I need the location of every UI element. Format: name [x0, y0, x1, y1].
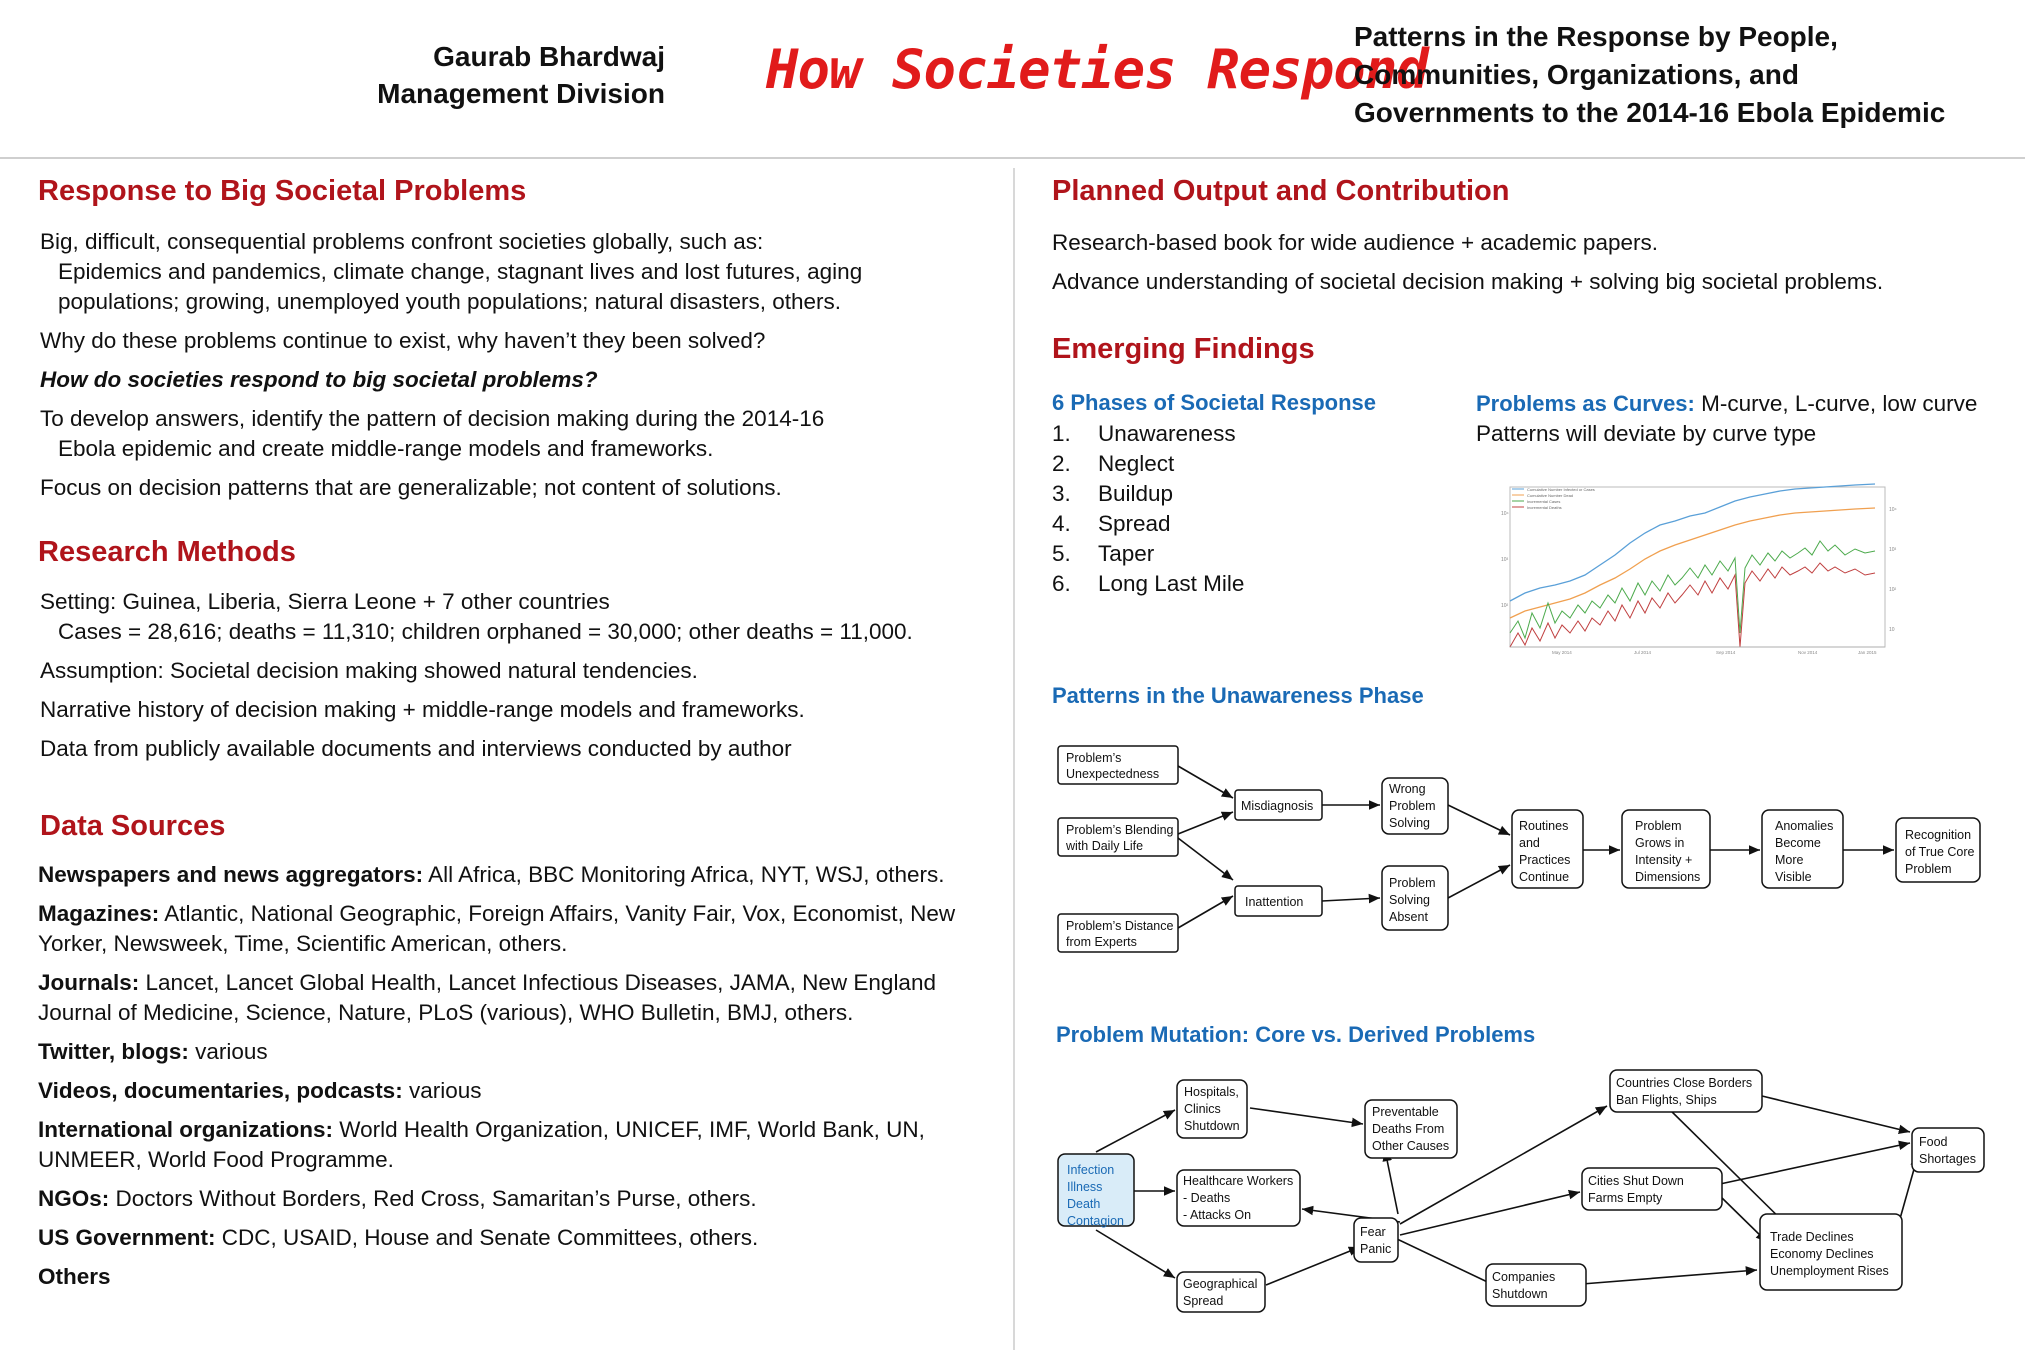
node-anomalies: More — [1775, 853, 1804, 867]
epidemic-curve-chart — [1500, 483, 1906, 655]
sources-list — [38, 860, 968, 1301]
node-food: Shortages — [1919, 1152, 1976, 1166]
source-item: Twitter, blogs: various — [38, 1039, 268, 1064]
node-preventable: Deaths From — [1372, 1122, 1445, 1136]
node-hospitals: Shutdown — [1184, 1119, 1240, 1133]
unawareness-diagram — [1040, 730, 2000, 970]
node-routines: Continue — [1519, 870, 1570, 884]
header-divider — [0, 157, 2025, 159]
node-grows: Grows in — [1635, 836, 1685, 850]
x-tick-label: Jan 2015 — [1858, 650, 1877, 655]
poster-subtitle — [1354, 18, 1994, 132]
x-tick-label: Nov 2014 — [1798, 650, 1818, 655]
node-fear: Panic — [1360, 1242, 1392, 1256]
node-routines: Practices — [1519, 853, 1571, 867]
node-food: Food — [1919, 1135, 1948, 1149]
methods-text: Assumption: Societal decision making showed natural tendencies. — [40, 658, 698, 683]
unawareness-title: Patterns in the Unawareness Phase — [1052, 683, 1424, 708]
source-item: Newspapers and news aggregators: All Africa, BBC Monitoring Africa, NYT, WSJ, others. — [38, 862, 945, 887]
subtitle-line: Communities, Organizations, and — [1354, 59, 1799, 90]
source-item: Others — [38, 1264, 111, 1289]
output-text: Research-based book for wide audience + academic papers. — [1052, 230, 1658, 255]
author-block — [377, 38, 665, 112]
node-companies: Shutdown — [1492, 1287, 1548, 1301]
node-wrong: Wrong — [1389, 782, 1426, 796]
node-misdiagnosis: Misdiagnosis — [1241, 799, 1314, 813]
phase-item: 5. Taper — [1052, 541, 1155, 566]
source-item: Magazines: Atlantic, National Geographic, Foreign Affairs, Vanity Fair, Vox, Economist, New Yorker, Newsweek, Time, Scientific American, others. — [38, 901, 956, 956]
node-cities: Cities Shut Down — [1588, 1174, 1684, 1188]
curves-text: Patterns will deviate by curve type — [1476, 421, 1817, 446]
node-hospitals: Hospitals, — [1184, 1085, 1239, 1099]
node-blending: with Daily Life — [1066, 839, 1144, 853]
node-anomalies: Visible — [1775, 870, 1812, 884]
response-question: How do societies respond to big societal problems? — [40, 367, 598, 392]
response-text: Epidemics and pandemics, climate change, stagnant lives and lost futures, aging — [58, 259, 863, 284]
methods-text: Cases = 28,616; deaths = 11,310; children orphaned = 30,000; other deaths = 11,000. — [58, 619, 913, 644]
node-grows: Problem — [1635, 819, 1682, 833]
phase-item: 4. Spread — [1052, 511, 1171, 536]
response-text: To develop answers, identify the pattern of decision making during the 2014-16 — [40, 406, 825, 431]
mutation-diagram — [1040, 1060, 2000, 1330]
phase-item: 6. Long Last Mile — [1052, 571, 1245, 596]
source-item: NGOs: Doctors Without Borders, Red Cross, Samaritan’s Purse, others. — [38, 1186, 757, 1211]
node-inattention: Inattention — [1245, 895, 1304, 909]
node-infection: Death — [1067, 1197, 1101, 1211]
node-infection: Contagion — [1067, 1214, 1124, 1228]
legend-label: Cumulative Number Infected or Cases — [1527, 487, 1595, 492]
subtitle-line: Patterns in the Response by People, — [1354, 21, 1838, 52]
source-item: Videos, documentaries, podcasts: various — [38, 1078, 482, 1103]
node-anomalies: Anomalies — [1775, 819, 1834, 833]
node-borders: Countries Close Borders — [1616, 1076, 1753, 1090]
response-text: Why do these problems continue to exist, why haven’t they been solved? — [40, 328, 766, 353]
y-tick-label-left: 10³ — [1501, 557, 1509, 563]
author-name: Gaurab Bhardwaj — [433, 41, 665, 72]
node-wrong: Problem — [1389, 799, 1436, 813]
node-grows: Intensity + — [1635, 853, 1693, 867]
author-division: Management Division — [377, 78, 665, 109]
curves-title: Problems as Curves: — [1476, 391, 1695, 416]
node-distance: Problem’s Distance — [1066, 919, 1174, 933]
node-workers: - Deaths — [1183, 1191, 1231, 1205]
node-routines: and — [1519, 836, 1540, 850]
node-recognition: Problem — [1905, 862, 1952, 876]
node-absent: Solving — [1389, 893, 1430, 907]
node-routines: Routines — [1519, 819, 1569, 833]
node-fear: Fear — [1360, 1225, 1386, 1239]
node-trade: Unemployment Rises — [1770, 1264, 1889, 1278]
node-geo: Spread — [1183, 1294, 1224, 1308]
phase-item: 3. Buildup — [1052, 481, 1174, 506]
node-blending: Problem’s Blending — [1066, 823, 1174, 837]
response-text: Ebola epidemic and create middle-range models and frameworks. — [58, 436, 714, 461]
node-trade: Trade Declines — [1770, 1230, 1854, 1244]
node-companies: Companies — [1492, 1270, 1556, 1284]
x-tick-label: Jul 2014 — [1634, 650, 1652, 655]
x-tick-label: May 2014 — [1552, 650, 1572, 655]
mutation-title: Problem Mutation: Core vs. Derived Problems — [1056, 1022, 1536, 1047]
node-recognition: Recognition — [1905, 828, 1972, 842]
legend-label: Cumulative Number Dead — [1527, 493, 1574, 498]
response-text: Focus on decision patterns that are generalizable; not content of solutions. — [40, 475, 782, 500]
node-infection: Infection — [1067, 1163, 1115, 1177]
methods-text: Data from publicly available documents and interviews conducted by author — [40, 736, 792, 761]
methods-text: Narrative history of decision making + middle-range models and frameworks. — [40, 697, 805, 722]
node-hospitals: Clinics — [1184, 1102, 1221, 1116]
node-unexpectedness: Problem’s — [1066, 751, 1122, 765]
phases-list — [1052, 419, 1244, 599]
source-item: Journals: Lancet, Lancet Global Health, Lancet Infectious Diseases, JAMA, New England Journal of Medicine, Science, Nature, PLoS (various), WHO Bulletin, BMJ, others. — [38, 970, 936, 1025]
node-recognition: of True Core — [1905, 845, 1975, 859]
node-distance: from Experts — [1066, 935, 1137, 949]
source-item: International organizations: World Health Organization, UNICEF, IMF, World Bank, UN, UNMEER, World Food Programme. — [38, 1117, 925, 1172]
curves-block — [1476, 389, 2016, 449]
node-preventable: Preventable — [1372, 1105, 1439, 1119]
y-tick-label-right: 10³ — [1889, 547, 1897, 553]
phase-item: 1. Unawareness — [1052, 421, 1236, 446]
y-tick-label-left: 10² — [1501, 603, 1509, 609]
node-wrong: Solving — [1389, 816, 1430, 830]
section-heading-response: Response to Big Societal Problems — [38, 175, 527, 207]
section-heading-findings: Emerging Findings — [1052, 333, 1315, 365]
subtitle-line: Governments to the 2014-16 Ebola Epidemic — [1354, 97, 1946, 128]
node-workers: - Attacks On — [1183, 1208, 1252, 1222]
methods-text: Setting: Guinea, Liberia, Sierra Leone + 7 other countries — [40, 589, 610, 614]
node-cities: Farms Empty — [1588, 1191, 1663, 1205]
response-text: Big, difficult, consequential problems confront societies globally, such as: — [40, 229, 764, 254]
response-text: populations; growing, unemployed youth populations; natural disasters, others. — [58, 289, 841, 314]
y-tick-label-right: 10⁴ — [1889, 507, 1897, 513]
y-tick-label-right: 10 — [1889, 627, 1895, 633]
node-geo: Geographical — [1183, 1277, 1258, 1291]
section-heading-methods: Research Methods — [38, 536, 296, 568]
node-trade: Economy Declines — [1770, 1247, 1874, 1261]
node-absent: Problem — [1389, 876, 1436, 890]
legend-label: Incremental Cases — [1527, 499, 1561, 504]
x-tick-label: Sep 2014 — [1716, 650, 1736, 655]
section-heading-output: Planned Output and Contribution — [1052, 175, 1510, 207]
y-tick-label-left: 10⁴ — [1501, 511, 1509, 517]
source-item: US Government: CDC, USAID, House and Senate Committees, others. — [38, 1225, 759, 1250]
legend-label: Incremental Deaths — [1527, 505, 1562, 510]
node-workers: Healthcare Workers — [1183, 1174, 1294, 1188]
node-borders: Ban Flights, Ships — [1616, 1093, 1717, 1107]
node-grows: Dimensions — [1635, 870, 1701, 884]
node-unexpectedness: Unexpectedness — [1066, 767, 1160, 781]
output-body — [1052, 228, 1992, 306]
column-divider — [1013, 168, 1015, 1350]
node-preventable: Other Causes — [1372, 1139, 1450, 1153]
y-tick-label-right: 10² — [1889, 587, 1897, 593]
curves-text: M-curve, L-curve, low curve — [1694, 391, 1978, 416]
section-heading-sources: Data Sources — [40, 810, 226, 842]
node-infection: Illness — [1067, 1180, 1103, 1194]
output-text: Advance understanding of societal decision making + solving big societal problems. — [1052, 269, 1884, 294]
poster-title: How Societies Respond — [766, 38, 1428, 101]
node-absent: Absent — [1389, 910, 1428, 924]
phases-title: 6 Phases of Societal Response — [1052, 390, 1377, 415]
node-anomalies: Become — [1775, 836, 1821, 850]
methods-body — [40, 587, 990, 773]
response-body — [40, 227, 990, 512]
phase-item: 2. Neglect — [1052, 451, 1175, 476]
